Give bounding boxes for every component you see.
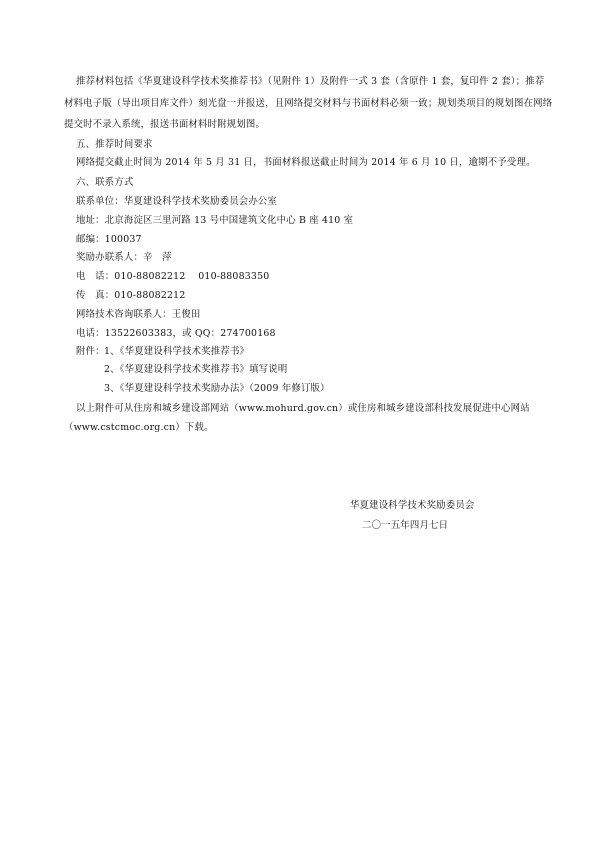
materials-line-2: 材料电子版（导出项目库文件）刻光盘一并报送，且网络提交材料与书面材料必须一致；规划类项目的规划图在网络 [64,98,553,109]
contact-phone: 电 话：010-88082212 010-88083350 [76,271,270,282]
section5-heading: 五、推荐时间要求 [76,139,153,150]
download-note-line-1: 以上附件可从住房和城乡建设部网站（www.mohurd.gov.cn）或住房和城乡建设部科技发展促进中心网站 [76,403,530,414]
signature-date: 二〇一五年四月七日 [362,520,449,531]
contact-unit: 联系单位：华夏建设科学技术奖励委员会办公室 [76,196,278,207]
contact-tech-phone: 电话：13522603383，或 QQ：274700168 [76,328,276,339]
contact-tech-person: 网络技术咨询联系人：王俊田 [76,309,201,320]
contact-postcode: 邮编：100037 [76,234,142,245]
signature-organization: 华夏建设科学技术奖励委员会 [350,500,475,511]
contact-fax: 传 真：010-88082212 [76,290,186,301]
section6-heading: 六、联系方式 [76,177,134,188]
attachments-label: 附件： [76,346,105,357]
attachment-item-2: 2、《华夏建设科学技术奖推荐书》填写说明 [104,364,288,375]
contact-address: 地址：北京海淀区三里河路 13 号中国建筑文化中心 B 座 410 室 [76,215,354,226]
download-note-line-2: （www.cstcmoc.org.cn）下载。 [64,422,214,433]
materials-line-3: 提交时不录入系统，报送书面材料时附规划图。 [64,119,266,130]
attachment-item-1: 1、《华夏建设科学技术奖推荐书》 [104,346,250,357]
section5-text: 网络提交截止时间为 2014 年 5 月 31 日，书面材料报送截止时间为 2014 年 6 月 10 日，逾期不予受理。 [76,157,536,168]
materials-line-1: 推荐材料包括《华夏建设科学技术奖推荐书》（见附件 1）及附件一式 3 套（含原件 1 套，复印件 2 套）；推荐 [76,76,545,87]
attachment-item-3: 3、《华夏建设科学技术奖励办法》（2009 年修订版） [104,383,330,394]
contact-award-person: 奖励办联系人：辛 萍 [76,252,172,263]
